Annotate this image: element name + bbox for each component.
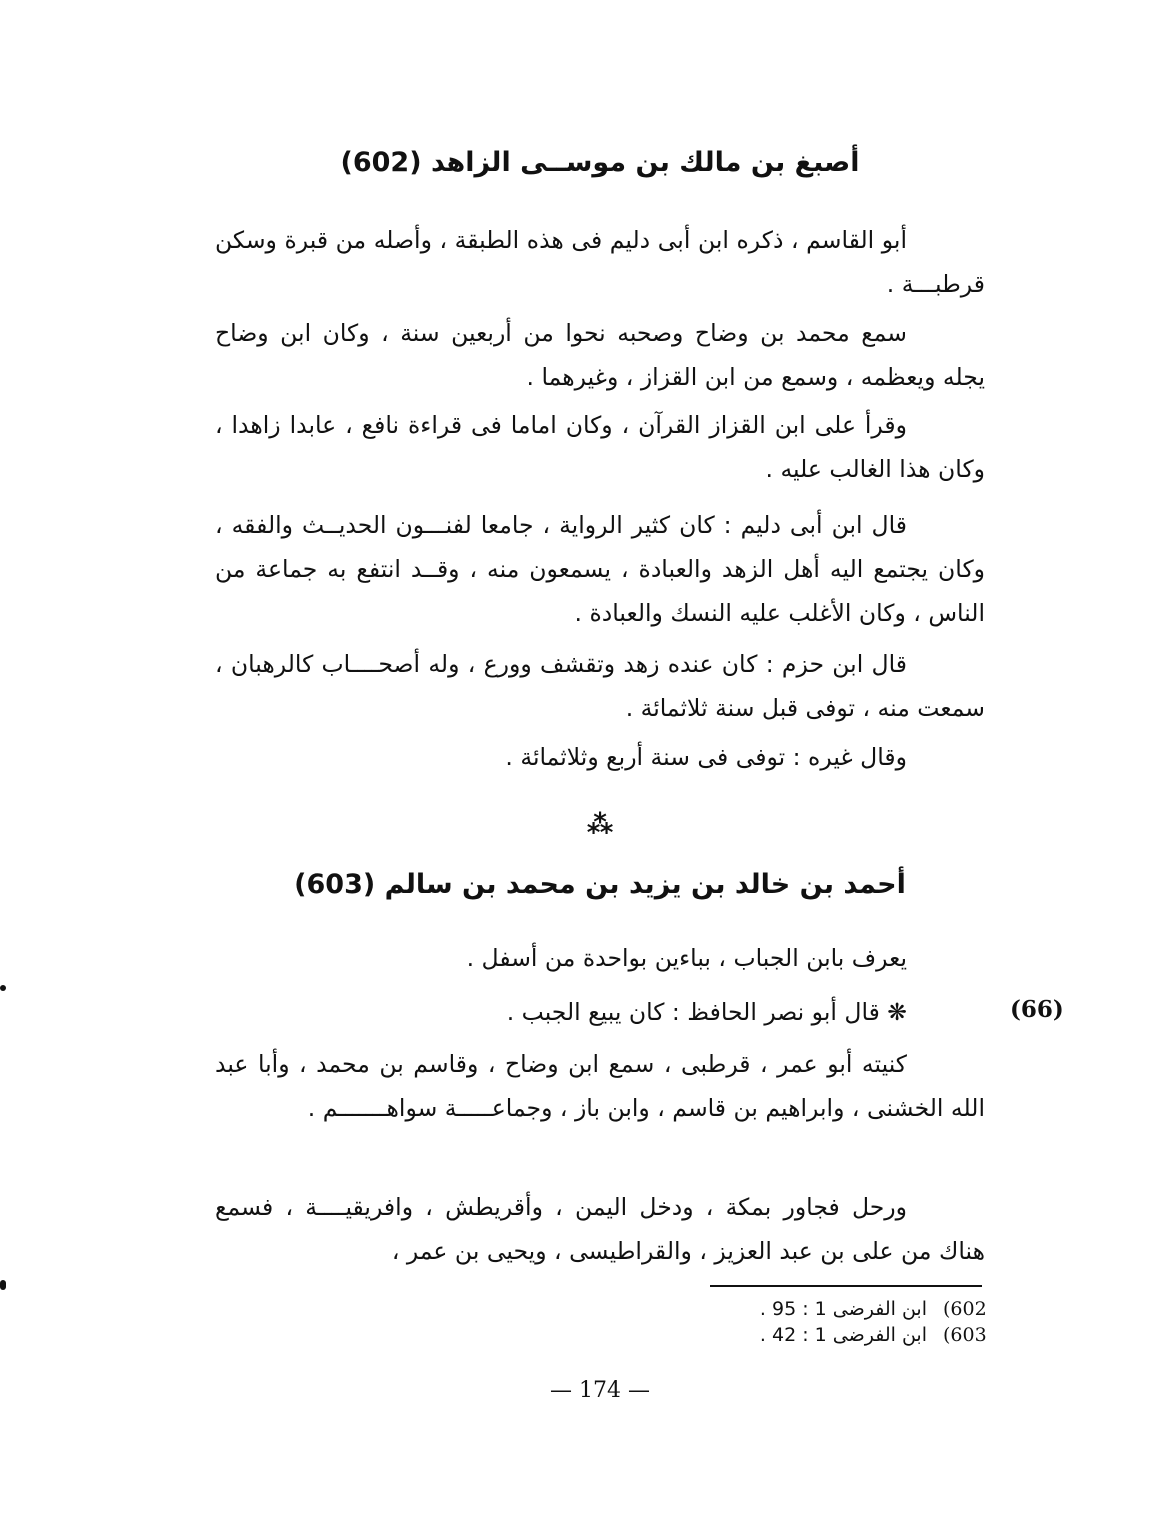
footnote-divider — [710, 1285, 982, 1287]
footnote-text: ابن الفرضى 1 : 42 . — [759, 1324, 927, 1346]
paragraph — [215, 936, 985, 980]
paragraph — [215, 990, 985, 1034]
entry-heading: أصبغ بن مالك بن موســى الزاهد (602) — [340, 147, 860, 178]
paragraph-text: أبو القاسم ، ذكره ابن أبى دليم فى هذه الطبقة ، وأصله من قبرة وسكن قرطبـــة . — [215, 226, 985, 298]
footnotes — [640, 1296, 985, 1348]
margin-reference: (66) — [1010, 996, 1064, 1023]
paragraph-text: كنيته أبو عمر ، قرطبى ، سمع ابن وضاح ، وقاسم بن محمد ، وأبا عبد الله الخشنى ، وابراهيم بن قاسم ، وابن باز ، وجماعـــــة سواهـــــــم . — [215, 1050, 985, 1122]
footnote-text: ابن الفرضى 1 : 95 . — [759, 1298, 927, 1320]
paragraph-text: سمع محمد بن وضاح وصحبه نحوا من أربعين سنة ، وكان ابن وضاح يجله ويعظمه ، وسمع من ابن القزاز ، وغيرهما . — [215, 319, 985, 391]
paragraph — [215, 311, 985, 399]
footnote-number: (603 — [943, 1324, 987, 1346]
scan-edge-mark — [0, 985, 6, 991]
paragraph — [215, 503, 985, 635]
paragraph-text: ورحل فجاور بمكة ، ودخل اليمن ، وأقريطش ، وافريقيــــة ، فسمع هناك من على بن عبد العزيز ، والقراطيسى ، ويحيى بن عمر ، — [215, 1193, 985, 1265]
footnote — [640, 1322, 985, 1348]
entry-heading: أحمد بن خالد بن يزيد بن محمد بن سالم (603) — [294, 869, 906, 900]
paragraph-text: وقرأ على ابن القزاز القرآن ، وكان اماما فى قراءة نافع ، عابدا زاهدا ، وكان هذا الغالب عليه . — [215, 411, 985, 483]
paragraph-text: قال ابن حزم : كان عنده زهد وتقشف وورع ، وله أصحــــاب كالرهبان ، سمعت منه ، توفى قبل سنة ثلاثمائة . — [215, 650, 985, 722]
footnote — [640, 1296, 985, 1322]
paragraph — [215, 1042, 985, 1130]
paragraph — [215, 735, 985, 779]
paragraph — [215, 218, 985, 306]
paragraph-text: ❋ قال أبو نصر الحافظ : كان يبيع الجبب . — [506, 998, 907, 1026]
paragraph — [215, 1185, 985, 1273]
page-number: — 174 — — [550, 1378, 650, 1403]
footnote-number: (602 — [943, 1298, 987, 1320]
scan-edge-mark — [0, 1280, 6, 1290]
paragraph-text: يعرف بابن الجباب ، بباءين بواحدة من أسفل . — [466, 944, 907, 972]
paragraph — [215, 403, 985, 491]
paragraph — [215, 642, 985, 730]
section-separator: ⁂ — [586, 810, 610, 840]
paragraph-text: قال ابن أبى دليم : كان كثير الرواية ، جامعا لفنـــون الحديــث والفقه ، وكان يجتمع اليه أهل الزهد والعبادة ، يسمعون منه ، وقــد انتفع به جماعة من الناس ، وكان الأغلب عليه النسك والعبادة . — [215, 511, 985, 627]
paragraph-text: وقال غيره : توفى فى سنة أربع وثلاثمائة . — [505, 743, 907, 771]
